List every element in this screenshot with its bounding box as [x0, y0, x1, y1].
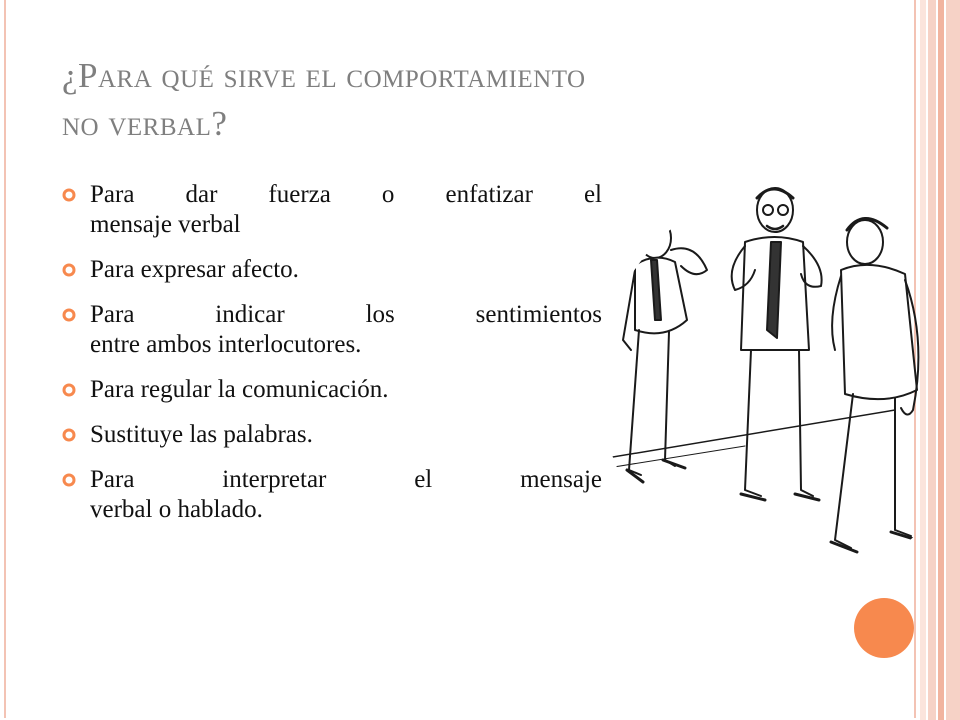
bullet-text: entre ambos interlocutores. — [90, 331, 362, 358]
ring-bullet-icon — [62, 383, 76, 397]
ring-bullet-icon — [62, 428, 76, 442]
list-item — [62, 420, 602, 450]
three-men-conversation-drawing — [595, 170, 960, 590]
title-line: no verbal? — [62, 104, 228, 143]
decorative-orange-circle — [854, 598, 914, 658]
list-item — [62, 465, 602, 525]
list-item — [62, 255, 602, 285]
bullet-text: Para expresar afecto. — [90, 256, 299, 283]
center-man-figure — [732, 188, 822, 500]
ring-bullet-icon — [62, 188, 76, 202]
ring-bullet-icon — [62, 263, 76, 277]
right-man-figure — [831, 218, 918, 552]
left-man-figure — [623, 218, 707, 482]
bullet-text: verbal o hablado. — [90, 496, 263, 523]
list-item — [62, 375, 602, 405]
bullet-list — [62, 180, 602, 540]
list-item — [62, 300, 602, 360]
bullet-text: Para indicar los sentimientos — [90, 301, 602, 328]
ring-bullet-icon — [62, 473, 76, 487]
bullet-text: Para regular la comunicación. — [90, 376, 389, 403]
slide-title — [62, 52, 842, 148]
list-item — [62, 180, 602, 240]
bullet-text: Para interpretar el mensaje — [90, 466, 602, 493]
bullet-text: Sustituye las palabras. — [90, 421, 313, 448]
ring-bullet-icon — [62, 308, 76, 322]
title-line: ¿Para qué sirve el comportamiento — [62, 56, 586, 95]
bullet-text: mensaje verbal — [90, 211, 241, 238]
bullet-text: Para dar fuerza o enfatizar el — [90, 181, 602, 208]
